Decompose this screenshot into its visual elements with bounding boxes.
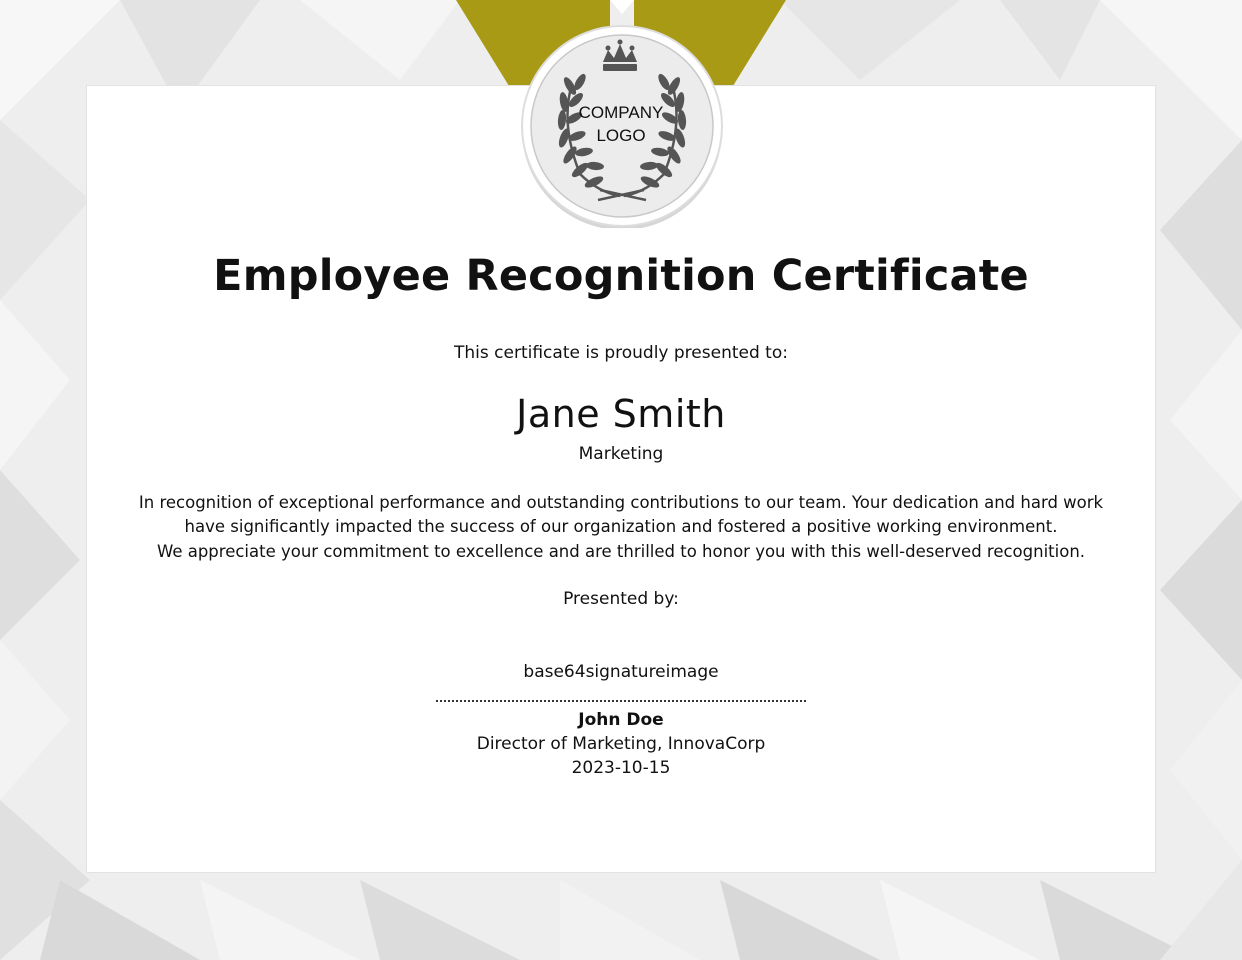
recipient-department: Marketing [578, 444, 664, 464]
signer-title: Director of Marketing, InnovaCorp [476, 734, 766, 754]
message-line: We appreciate your commitment to excellence and are thrilled to honor you with this well-deserved recognition. [156, 541, 1086, 561]
company-logo-medal [520, 24, 724, 228]
signature-image: base64signatureimage [523, 662, 719, 682]
certificate-title: Employee Recognition Certificate [213, 251, 1029, 301]
signer-name: John Doe [578, 710, 664, 730]
recipient-name: Jane Smith [516, 392, 726, 436]
logo-text-line1: COMPANY [578, 103, 664, 122]
intro-text: This certificate is proudly presented to: [454, 343, 788, 363]
message-line: have significantly impacted the success of our organization and fostered a positive working environment. [184, 517, 1058, 537]
logo-text-line2: LOGO [596, 126, 646, 145]
message-line: In recognition of exceptional performance and outstanding contributions to our team. Your dedication and hard work [138, 493, 1104, 512]
presented-by-label: Presented by: [563, 589, 679, 609]
recognition-message [0, 491, 1242, 564]
certificate-date: 2023-10-15 [571, 758, 671, 778]
signature-line [436, 700, 806, 702]
